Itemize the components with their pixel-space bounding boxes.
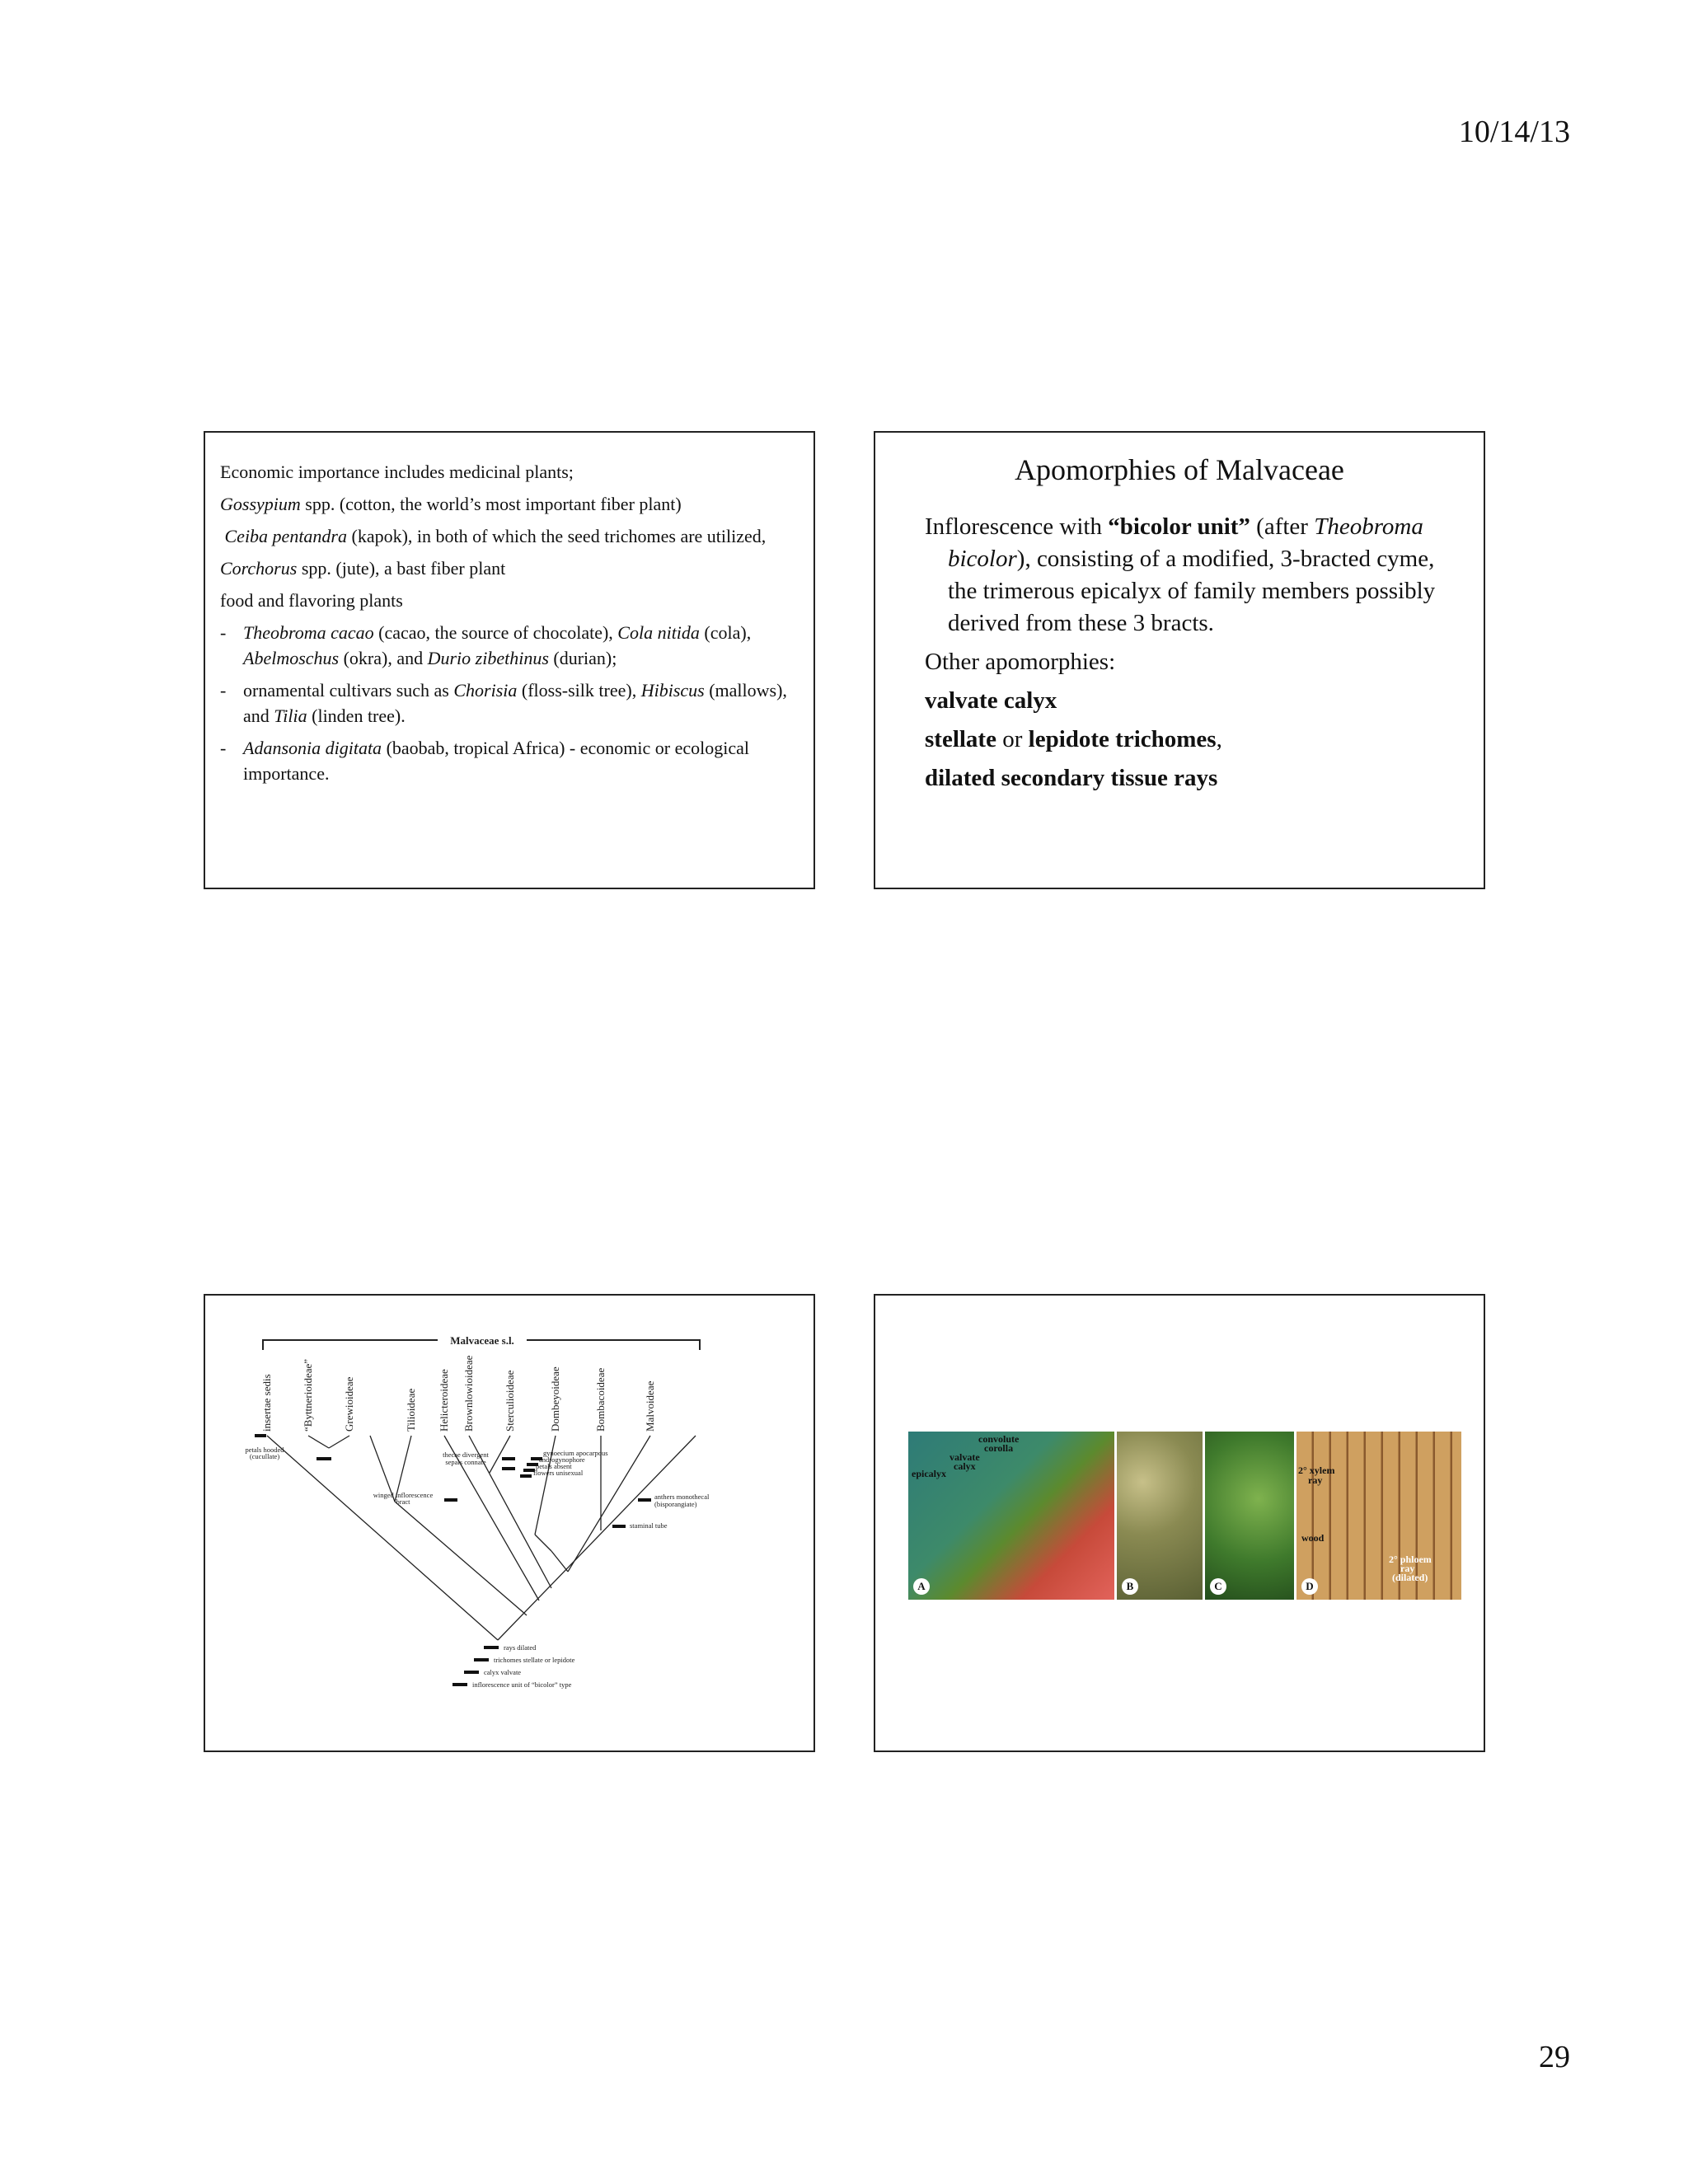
list-item: - Adansonia digitata (baobab, tropical Africa) - economic or ecological importance. <box>220 738 749 784</box>
taxa-labels <box>260 1355 656 1432</box>
taxon-label: Sterculioideae <box>504 1370 516 1432</box>
taxon-label: Bombacoideae <box>594 1367 607 1432</box>
panel-letter: C <box>1210 1578 1226 1595</box>
char-bar <box>316 1457 331 1460</box>
char-label: bract <box>396 1497 410 1506</box>
list-item: - Theobroma cacao (cacao, the source of chocolate), Cola nitida (cola), Abelmoschus (okra), and Durio zibethinus (durian); <box>220 622 752 668</box>
slide-economic-importance <box>204 431 815 889</box>
photo-lepidote-trichomes <box>1117 1432 1203 1600</box>
label-phloem: 2° phloem <box>1389 1554 1432 1565</box>
char-bar <box>255 1434 266 1437</box>
character-labels <box>246 1446 710 1689</box>
char-label: sepals connate <box>445 1458 486 1466</box>
text-line: Economic importance includes medicinal plants; <box>220 462 574 482</box>
photo-hibiscus-flower <box>908 1432 1114 1600</box>
char-label: gynoecium apocarpous <box>543 1449 608 1457</box>
panel-letter: D <box>1301 1578 1318 1595</box>
text-line: food and flavoring plants <box>220 590 403 611</box>
slide-cladogram <box>204 1294 815 1752</box>
label-xylem-ray: ray <box>1308 1474 1323 1486</box>
label-dilated: (dilated) <box>1392 1572 1428 1583</box>
char-bar <box>452 1683 467 1686</box>
char-label: calyx valvate <box>484 1668 522 1676</box>
panel-letter: B <box>1122 1578 1138 1595</box>
taxon-label: Tilioideae <box>405 1388 417 1432</box>
slide-photo-plate <box>874 1294 1485 1752</box>
char-label: flowers unisexual <box>533 1469 584 1477</box>
char-label: petals hooded <box>245 1446 284 1454</box>
list-item: - ornamental cultivars such as Chorisia (floss-silk tree), Hibiscus (mallows), and Tilia (linden tree). <box>220 680 787 726</box>
taxon-label: Grewioideae <box>343 1376 355 1432</box>
char-bar <box>444 1498 457 1502</box>
char-bar <box>502 1457 515 1460</box>
group-label: Malvaceae s.l. <box>450 1334 514 1347</box>
text-line: stellate or lepidote trichomes, <box>925 726 1222 752</box>
date: 10/14/13 <box>1458 115 1570 149</box>
char-bar <box>612 1525 626 1528</box>
char-label: (cucullate) <box>249 1452 280 1460</box>
char-bar <box>484 1646 499 1649</box>
text-paragraph: Inflorescence with “bicolor unit” (after Theobroma bicolor), consisting of a modified, 3-bracted cyme, the trimerous epicalyx of family members possibly derived from these 3 bracts. <box>925 513 1436 636</box>
char-label: trichomes stellate or lepidote <box>494 1656 575 1664</box>
text-line: Ceiba pentandra (kapok), in both of which the seed trichomes are utilized, <box>224 526 767 546</box>
char-bar <box>502 1467 515 1470</box>
char-label: rays dilated <box>504 1643 537 1652</box>
text-line: Corchorus spp. (jute), a bast fiber plant <box>220 558 506 579</box>
label-valvate: valvate <box>950 1451 980 1463</box>
text-line: dilated secondary tissue rays <box>925 765 1218 791</box>
char-label: anthers monothecal <box>654 1493 710 1501</box>
panel-letter: A <box>913 1578 930 1595</box>
taxon-label: “Byttnerioideae” <box>302 1358 314 1432</box>
label-convolute: convolute <box>978 1433 1020 1445</box>
taxon-label: Helicteroideae <box>438 1369 450 1432</box>
photo-stellate-trichomes <box>1205 1432 1294 1600</box>
char-bar <box>464 1671 479 1674</box>
character-bars <box>255 1434 651 1686</box>
char-label: (bisporangiate) <box>654 1500 697 1508</box>
label-wood: wood <box>1301 1532 1325 1544</box>
text-line: valvate calyx <box>925 687 1057 714</box>
char-label: petals absent <box>536 1462 572 1470</box>
taxon-label: Brownlowioideae <box>462 1355 475 1432</box>
text-line: Other apomorphies: <box>925 649 1116 675</box>
char-label: thecae divergent <box>443 1451 489 1459</box>
cladogram <box>205 1296 814 1750</box>
label-calyx: calyx <box>954 1460 976 1472</box>
label-corolla: corolla <box>984 1442 1014 1454</box>
char-label: winged inflorescence <box>373 1491 434 1499</box>
taxon-label: insertae sedis <box>260 1374 273 1432</box>
label-epicalyx: epicalyx <box>912 1468 946 1479</box>
char-label: inflorescence unit of “bicolor” type <box>472 1680 572 1689</box>
slide-title: Apomorphies of Malvaceae <box>1015 453 1344 486</box>
photo-wood-section <box>1296 1432 1461 1600</box>
taxon-label: Dombeyoideae <box>549 1366 561 1432</box>
page-number: 29 <box>1539 2040 1570 2074</box>
char-bar <box>638 1498 651 1502</box>
label-phloem-ray: ray <box>1400 1563 1415 1574</box>
branches <box>267 1436 696 1640</box>
slide-body <box>220 459 797 793</box>
text-line: Gossypium spp. (cotton, the world’s most important fiber plant) <box>220 494 682 514</box>
label-xylem: 2° xylem <box>1298 1465 1335 1476</box>
char-bar <box>520 1474 532 1478</box>
char-bar <box>474 1658 489 1661</box>
taxon-label: Malvoideae <box>644 1380 656 1432</box>
char-label: staminal tube <box>630 1521 668 1530</box>
slide-apomorphies <box>874 431 1485 889</box>
slide-body <box>925 511 1452 801</box>
char-label: androgynophore <box>539 1455 585 1464</box>
